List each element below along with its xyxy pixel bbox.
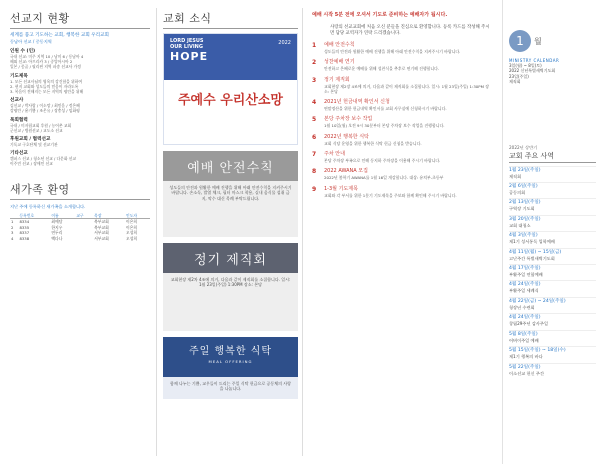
meeting-banner: 정기 제직회 <box>163 243 298 273</box>
meeting-text: 교회현장 제2차 4조에 의거, 다음과 같이 제직회를 소집합니다. 일시: 1월 23일(주일) 1:30PM 장소: 본당 <box>170 277 291 288</box>
announcement-item: 4 2021년 헌금내역 확인서 신청 연말정산을 위한 헌금내역 확인서를 교회 사무실에 신청하시기 바랍니다. <box>312 99 447 112</box>
mission-country-head: 동남아 선교 / 중동지역 <box>10 39 52 44</box>
event-item: 5월 15일(주일) ~ 18일(수) 제1기 행복의 바다 <box>509 346 596 359</box>
mission-block: 기도제목 1. 모든 선교사님의 영육의 강건함을 위하여 2. 현지 교회와 성도들의 믿음이 자라도록 3. 복음이 전해지는 모든 지역의 평안을 위해 <box>10 73 84 95</box>
event-item: 2월 6일(주일) 공동의회 <box>509 182 596 195</box>
safety-card <box>163 151 298 237</box>
mission-block: 목회협력 국내 / 미자립교회 후원 / 농어촌 교회 군선교 / 병원선교 / 교도소 선교 <box>10 117 72 133</box>
event-item: 3월 20일(주일) 교회 대청소 <box>509 215 596 228</box>
mission-intro: 세계를 품고 기도하는 교회, 행복한 교회 우리교회 <box>10 33 109 38</box>
event-item: 4월 22일(금) ~ 24일(주일) 청장년 수련회 <box>509 297 596 310</box>
year-label: 2022년 상반기 <box>509 144 538 150</box>
announcement-item: 7 주차 안내 본당 주차장 부족으로 인해 동지하 주차장을 이용해 주시기 바랍니다. <box>312 151 441 164</box>
event-list <box>509 166 596 376</box>
event-item: 1월 23일(주일) 제직회 <box>509 166 596 179</box>
announcement-intro: 사랑의 선교교회에 처음 오신 분들을 진심으로 환영합니다. 등록 카드를 작성해 주시면 담당 교역자가 연락 드리겠습니다. <box>330 25 490 36</box>
newcomer-table <box>10 213 150 242</box>
event-item: 5월 8일(주일) 어버이주일 예배 <box>509 330 596 343</box>
announcement-item: 6 2022년 행복한 식탁 교회 식당 운영을 위한 행복한 식탁 헌금 신청을 받습니다. <box>312 133 422 146</box>
event-item: 4월 11일(월) ~ 15일(금) 고난주간 특별새벽기도회 <box>509 248 596 261</box>
meeting-card <box>163 243 298 331</box>
month-label: 월 <box>534 36 542 46</box>
table-row: 2 8335 한지우 북부교회 이은희 <box>11 224 138 230</box>
table-row: 1 8334 최예담 북부교회 이은희 <box>11 219 138 225</box>
announcement-item: 3 정기 제직회 교회현장 제2장 4조에 의거, 다음과 같이 제직회를 소집합니다. 일시: 1월 23일(주일) 1:30PM 장소: 본당 <box>312 76 489 94</box>
happy-text: 함께 나누는 기쁨, 교우들이 드리는 주일 식탁 헌금으로 공동체의 사랑을 나눕니다. <box>170 381 291 392</box>
table-row: 3 8337 연두리 서부교회 오성희 <box>11 230 138 236</box>
event-item: 4월 24일(주일) 부활주일 세례식 <box>509 280 596 293</box>
announcement-item: 2 성찬예배 연기 안전하고 은혜로운 예배를 위해 성찬식을 추후로 연기해 진행합니다. <box>312 59 440 72</box>
table-row: 4 8338 백다나 서부교회 오성희 <box>11 235 138 241</box>
calendar-title: MINISTRY CALENDAR <box>509 58 560 63</box>
event-item: 5월 22일(주일) 이소선교 헌신 주간 <box>509 363 596 376</box>
announcement-item: 1 예배 안전수칙 성도들의 안전과 원활한 예배 진행을 위해 아래 안전수칙을 지켜주시기 바랍니다. <box>312 42 461 54</box>
happy-banner: 주일 행복한 식탁 <box>189 346 272 357</box>
table-header-row: 등록번호 이름 교구 목장 인도자 <box>10 213 150 219</box>
mission-block: 인원 수 (인) 국내 선교: 미주 지역 10 / 남미 6 / 동남아 4 해외 선교: 아프리카 3 / 중앙아시아 2 일본 / 몽골 / 필리핀 지역 파송 선교사 가정 <box>10 49 84 70</box>
mission-title: 선교지 현황 <box>10 10 150 29</box>
happy-table-card: 주일 행복한 식탁 MEAL OFFERING 함께 나누는 기쁨, 교우들이 드리는 주일 식탁 헌금으로 공동체의 사랑을 나눕니다. <box>163 337 298 399</box>
newcomer-title: 새가족 환영 <box>10 181 150 200</box>
mission-block: 기타선교 캠퍼스 선교 / 청소년 선교 / 다문화 선교 이주민 선교 / 장애인 선교 <box>10 151 77 167</box>
announcement-item: 8 2022 AWANA 모집 2022년 봄학기 AWANA를 1월 16일 개강합니다. 대상: 유치부-초등부 <box>312 168 444 181</box>
announcement-item: 5 본당 주차장 보수 작업 1월 10일(월) 오전 9시 30분부터 본당 주차장 보수 작업을 진행합니다. <box>312 116 445 129</box>
month-circle: 1 <box>509 30 531 52</box>
mission-block: 선교사 김선교 / 박사랑 / 이소망 / 최믿음 / 정은혜 강평안 / 윤기쁨 / 조온유 / 장충성 / 임화평 <box>10 98 80 114</box>
church-news-title: 교회 소식 <box>163 10 298 29</box>
news-column <box>157 0 302 464</box>
newcomer-intro: 지난 주에 등록하신 새가족을 소개합니다. <box>10 203 86 209</box>
event-item: 4월 24일(주일) 창립29주년 감사주일 <box>509 313 596 326</box>
year-title: 교회 주요 사역 <box>509 151 596 163</box>
announcements-column <box>304 0 501 464</box>
safety-banner: 예배 안전수칙 <box>163 151 298 181</box>
event-item: 4월 17일(주일) 부활주일 연합예배 <box>509 264 596 277</box>
announcement-header: 예배 시작 5분 전에 오셔서 기도로 준비하는 예배자가 됩시다. <box>312 12 448 18</box>
calendar-column: 1 월 MINISTRY CALENDAR 3일(월) ~ 8일(토) 2022 신년특별새벽기도회 23일(주일) 제직회 2022년 상반기 교회 주요 사역 1월 23일(주일) 제직회 2월 6일(주일) 공동의회 2월 13일(주일) 구역장 기도회 3월 20일(주일) 교회 대청소 4월 3일(주일) 제1기 성서통독 입학예배 4월 11일(월) ~ 15일(금) 고난주간 특별새벽기도회 4월 17일(주일) 부활주일 연합예배 4월 24일(주일) 부활주일 세례식 4월 22일(금) ~ 24일(주일) 청장년 수련회 4월 24일(주일) 창립29주년 감사주일 5월 8일(주일) 어버이주일 예배 5월 15일(주일) ~ 18일(수) 제1기 행복의 바다 5월 22일(주일) 이소선교 헌신 주간 <box>502 0 600 464</box>
announcement-item: 9 1-3월 기도제목 교회와 각 부서를 위한 1분기 기도제목을 주보와 함께 확인해 주시기 바랍니다. <box>312 185 457 198</box>
mission-block: 후원교회 / 협력선교 기독교 구호단체 및 선교기관 <box>10 137 58 148</box>
event-item: 4월 3일(주일) 제1기 성서통독 입학예배 <box>509 231 596 244</box>
poster-year: 2022 <box>278 40 291 46</box>
event-item: 2월 13일(주일) 구역장 기도회 <box>509 198 596 211</box>
left-column <box>0 0 156 464</box>
hope-poster: LORD JESUS OUR LIVING HOPE 2022 주예수 우리산소망 <box>163 33 298 145</box>
safety-text: 성도들의 안전과 원활한 예배 진행을 위해 아래 안전수칙을 지켜주시기 바랍니다. 손소독, 발열 체크, 필터 마스크 착용, 실내 음식물 섭취 금지, 악수 대신 목례 부탁드립니다. <box>169 185 292 201</box>
poster-korean-title: 주예수 우리산소망 <box>178 93 283 108</box>
